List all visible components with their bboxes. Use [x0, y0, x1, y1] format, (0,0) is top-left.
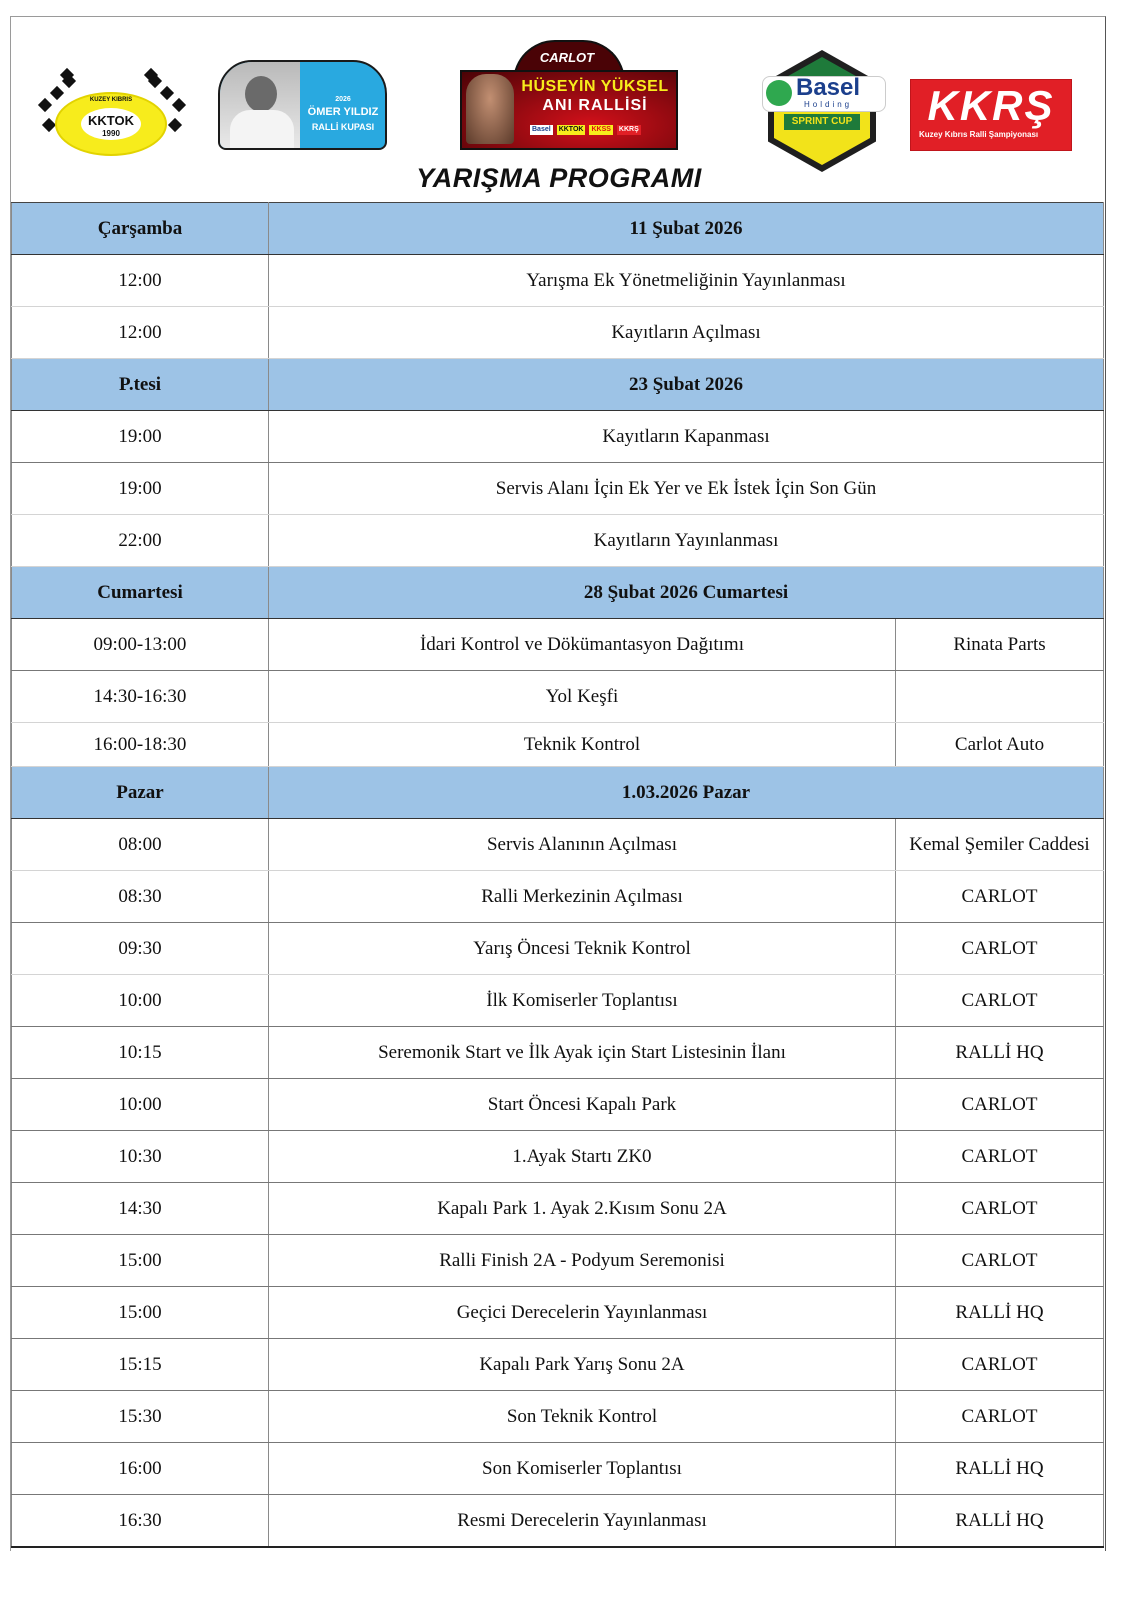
event-time: 09:00-13:00	[12, 619, 269, 671]
kkrs-name: KKRŞ	[927, 82, 1055, 129]
event-description: Ralli Finish 2A - Podyum Seremonisi	[269, 1235, 896, 1287]
kkrs-logo	[910, 79, 1072, 151]
clover-icon	[766, 80, 792, 106]
basel-holding: Holding	[804, 100, 853, 109]
basel-mini-logo: Basel	[532, 126, 551, 133]
event-description: Son Komiserler Toplantısı	[269, 1443, 896, 1495]
portrait-photo	[466, 74, 514, 144]
event-description: Resmi Derecelerin Yayınlanması	[269, 1495, 896, 1548]
table-row	[12, 1495, 1104, 1548]
event-time: 16:00-18:30	[12, 723, 269, 767]
table-row	[12, 1079, 1104, 1131]
event-description: Ralli Merkezinin Açılması	[269, 871, 896, 923]
table-row	[12, 1235, 1104, 1287]
huseyin-yuksel-logo	[460, 40, 674, 146]
driver-photo	[220, 62, 300, 148]
table-row	[12, 1339, 1104, 1391]
event-time: 08:00	[12, 819, 269, 871]
event-time: 14:30	[12, 1183, 269, 1235]
event-location: CARLOT	[895, 923, 1103, 975]
kktok-name: KKTOK	[88, 113, 134, 128]
table-row	[12, 723, 1104, 767]
event-time: 12:00	[12, 307, 269, 359]
day-name: Cumartesi	[12, 567, 269, 619]
table-row	[12, 1183, 1104, 1235]
event-location	[895, 671, 1103, 723]
day-name: Çarşamba	[12, 203, 269, 255]
day-date: 23 Şubat 2026	[269, 359, 1104, 411]
table-row	[12, 1131, 1104, 1183]
event-location: RALLİ HQ	[895, 1443, 1103, 1495]
day-name: P.tesi	[12, 359, 269, 411]
event-location: RALLİ HQ	[895, 1027, 1103, 1079]
event-location: CARLOT	[895, 1131, 1103, 1183]
table-row	[12, 1027, 1104, 1079]
event-description: Teknik Kontrol	[269, 723, 896, 767]
event-time: 16:00	[12, 1443, 269, 1495]
basel-sprint-cup-logo	[762, 46, 882, 176]
kktok-top-text: KUZEY KIBRIS	[89, 97, 133, 103]
event-description: Kayıtların Yayınlanması	[269, 515, 1104, 567]
table-row	[12, 463, 1104, 515]
table-row	[12, 1287, 1104, 1339]
event-description: Yol Keşfi	[269, 671, 896, 723]
event-description: 1.Ayak Startı ZK0	[269, 1131, 896, 1183]
rally-name: HÜSEYİN YÜKSEL	[521, 78, 669, 95]
event-time: 15:30	[12, 1391, 269, 1443]
rally-subtitle: ANI RALLİSİ	[542, 97, 648, 114]
event-location: CARLOT	[895, 1079, 1103, 1131]
sprint-cup-label: SPRINT CUP	[784, 114, 860, 130]
event-location: CARLOT	[895, 871, 1103, 923]
kkss-mini-logo: KKSS	[591, 126, 611, 133]
event-description: Geçici Derecelerin Yayınlanması	[269, 1287, 896, 1339]
omer-yildiz-logo	[218, 60, 387, 150]
basel-name: Basel	[796, 74, 861, 101]
event-description: Seremonik Start ve İlk Ayak için Start Listesinin İlanı	[269, 1027, 896, 1079]
event-time: 19:00	[12, 411, 269, 463]
table-row	[12, 871, 1104, 923]
day-header-row	[12, 359, 1104, 411]
table-row	[12, 515, 1104, 567]
event-location: CARLOT	[895, 1339, 1103, 1391]
event-location: CARLOT	[895, 1183, 1103, 1235]
event-description: Start Öncesi Kapalı Park	[269, 1079, 896, 1131]
omer-subtitle: RALLİ KUPASI	[311, 122, 375, 132]
schedule-table	[11, 202, 1104, 1548]
kkrs-mini-logo: KKRŞ	[618, 126, 639, 133]
day-header-row	[12, 203, 1104, 255]
event-location: Rinata Parts	[895, 619, 1103, 671]
event-description: Yarış Öncesi Teknik Kontrol	[269, 923, 896, 975]
table-row	[12, 1443, 1104, 1495]
event-time: 12:00	[12, 255, 269, 307]
event-time: 14:30-16:30	[12, 671, 269, 723]
event-location: RALLİ HQ	[895, 1287, 1103, 1339]
omer-name: ÖMER YILDIZ	[307, 106, 379, 118]
event-time: 16:30	[12, 1495, 269, 1548]
event-location: Kemal Şemiler Caddesi	[895, 819, 1103, 871]
event-description: Kapalı Park 1. Ayak 2.Kısım Sonu 2A	[269, 1183, 896, 1235]
omer-year: 2026	[335, 96, 351, 103]
event-time: 10:00	[12, 1079, 269, 1131]
table-row	[12, 923, 1104, 975]
event-description: Kayıtların Kapanması	[269, 411, 1104, 463]
kkrs-subtitle: Kuzey Kıbrıs Ralli Şampiyonası	[919, 130, 1039, 139]
day-header-row	[12, 567, 1104, 619]
day-date: 28 Şubat 2026 Cumartesi	[269, 567, 1104, 619]
event-time: 08:30	[12, 871, 269, 923]
event-description: Kapalı Park Yarış Sonu 2A	[269, 1339, 896, 1391]
event-location: CARLOT	[895, 975, 1103, 1027]
event-description: Kayıtların Açılması	[269, 307, 1104, 359]
day-date: 1.03.2026 Pazar	[269, 767, 1104, 819]
table-row	[12, 619, 1104, 671]
event-time: 10:15	[12, 1027, 269, 1079]
page-title: YARIŞMA PROGRAMI	[416, 163, 702, 193]
event-time: 09:30	[12, 923, 269, 975]
event-description: Servis Alanının Açılması	[269, 819, 896, 871]
kktok-year: 1990	[102, 129, 120, 138]
event-location: CARLOT	[895, 1235, 1103, 1287]
kktok-mini-logo: KKTOK	[558, 126, 584, 133]
table-row	[12, 255, 1104, 307]
event-description: Yarışma Ek Yönetmeliğinin Yayınlanması	[269, 255, 1104, 307]
event-description: İdari Kontrol ve Dökümantasyon Dağıtımı	[269, 619, 896, 671]
event-location: CARLOT	[895, 1391, 1103, 1443]
day-header-row	[12, 767, 1104, 819]
event-time: 15:15	[12, 1339, 269, 1391]
day-date: 11 Şubat 2026	[269, 203, 1104, 255]
table-row	[12, 1391, 1104, 1443]
table-row	[12, 411, 1104, 463]
table-row	[12, 307, 1104, 359]
event-time: 10:30	[12, 1131, 269, 1183]
event-time: 15:00	[12, 1235, 269, 1287]
event-location: Carlot Auto	[895, 723, 1103, 767]
event-time: 10:00	[12, 975, 269, 1027]
event-time: 22:00	[12, 515, 269, 567]
event-time: 19:00	[12, 463, 269, 515]
event-description: İlk Komiserler Toplantısı	[269, 975, 896, 1027]
table-row	[12, 671, 1104, 723]
table-row	[12, 819, 1104, 871]
event-description: Son Teknik Kontrol	[269, 1391, 896, 1443]
event-location: RALLİ HQ	[895, 1495, 1103, 1548]
carlot-brand: CARLOT	[539, 50, 595, 65]
event-time: 15:00	[12, 1287, 269, 1339]
day-name: Pazar	[12, 767, 269, 819]
event-description: Servis Alanı İçin Ek Yer ve Ek İstek İçin Son Gün	[269, 463, 1104, 515]
table-row	[12, 975, 1104, 1027]
